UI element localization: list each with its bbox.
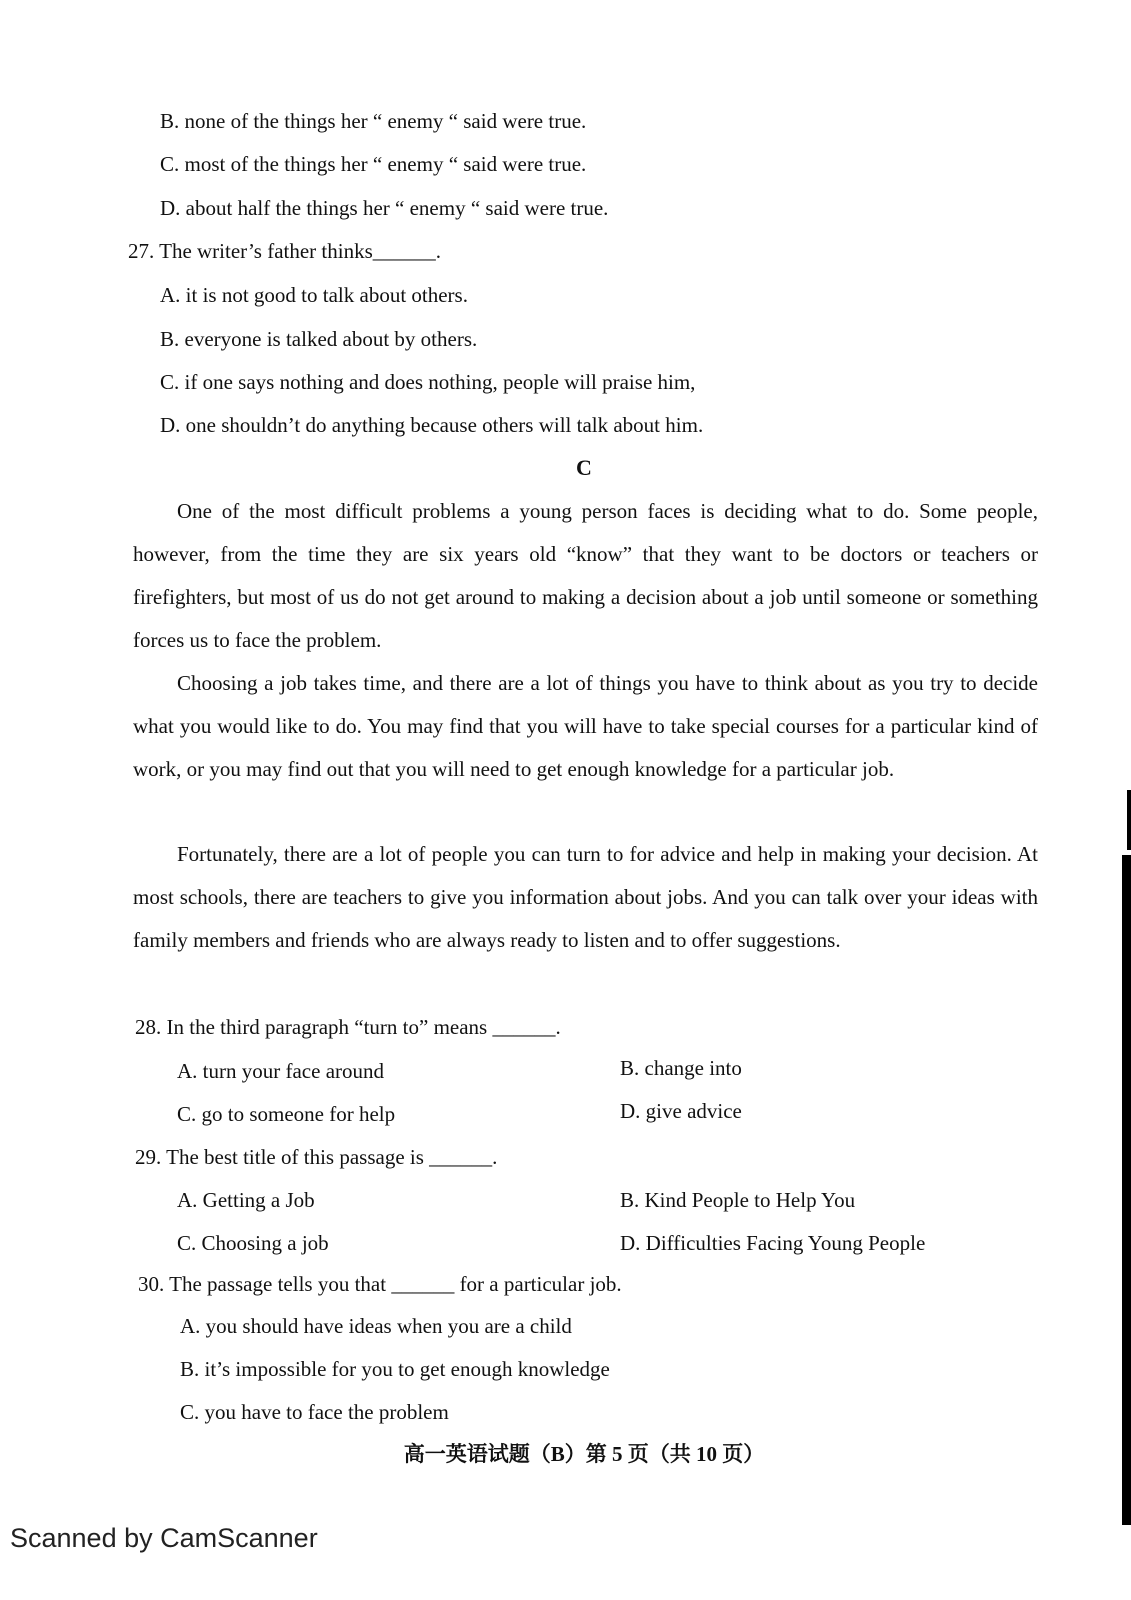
q29-stem: 29. The best title of this passage is ______. bbox=[135, 1145, 498, 1169]
q27-option-b: B. everyone is talked about by others. bbox=[160, 327, 478, 351]
scan-edge-mark bbox=[1127, 790, 1131, 850]
q30-option-a: A. you should have ideas when you are a child bbox=[180, 1314, 572, 1338]
q26-option-c: C. most of the things her “ enemy “ said were true. bbox=[160, 152, 587, 176]
passage-paragraph-3: Fortunately, there are a lot of people you can turn to for advice and help in making your decision. At most schools, there are teachers to give you information about jobs. And you can talk over your ideas with family members and friends who are always ready to listen and to offer suggestions. bbox=[133, 842, 1038, 952]
q29-option-a: A. Getting a Job bbox=[177, 1188, 315, 1212]
passage-paragraph-1: One of the most difficult problems a young person faces is deciding what to do. Some people, however, from the time they are six years old “know” that they want to be doctors or teachers or firefighters, but most of us do not get around to making a decision about a job until someone or something forces us to face the problem. bbox=[133, 499, 1038, 652]
q28-option-b: B. change into bbox=[620, 1056, 742, 1080]
passage-paragraph-2: Choosing a job takes time, and there are a lot of things you have to think about as you try to decide what you would like to do. You may find that you will have to take special courses for a particular kind of work, or you may find out that you will need to get enough knowledge for a particular job. bbox=[133, 671, 1038, 781]
page-footer: 高一英语试题（B）第 5 页（共 10 页） bbox=[403, 1442, 765, 1466]
q30-stem: 30. The passage tells you that ______ for a particular job. bbox=[138, 1272, 622, 1296]
q27-stem: 27. The writer’s father thinks______. bbox=[128, 239, 442, 263]
q28-stem: 28. In the third paragraph “turn to” means ______. bbox=[135, 1015, 561, 1039]
q29-option-b: B. Kind People to Help You bbox=[620, 1188, 856, 1212]
q28-option-a: A. turn your face around bbox=[177, 1059, 385, 1083]
section-heading-c: C bbox=[576, 455, 592, 480]
q30-option-b: B. it’s impossible for you to get enough knowledge bbox=[180, 1357, 610, 1381]
q30-option-c: C. you have to face the problem bbox=[180, 1400, 449, 1424]
q28-option-d: D. give advice bbox=[620, 1099, 742, 1123]
q26-option-d: D. about half the things her “ enemy “ said were true. bbox=[160, 196, 609, 220]
q28-option-c: C. go to someone for help bbox=[177, 1102, 396, 1126]
q26-option-b: B. none of the things her “ enemy “ said were true. bbox=[160, 109, 587, 133]
q29-option-d: D. Difficulties Facing Young People bbox=[620, 1231, 926, 1255]
camscanner-watermark: Scanned by CamScanner bbox=[10, 1523, 318, 1553]
q29-option-c: C. Choosing a job bbox=[177, 1231, 329, 1255]
q27-option-d: D. one shouldn’t do anything because others will talk about him. bbox=[160, 413, 704, 437]
q27-option-c: C. if one says nothing and does nothing, people will praise him, bbox=[160, 370, 696, 394]
scan-edge-shadow bbox=[1122, 855, 1131, 1525]
q27-option-a: A. it is not good to talk about others. bbox=[160, 283, 468, 307]
